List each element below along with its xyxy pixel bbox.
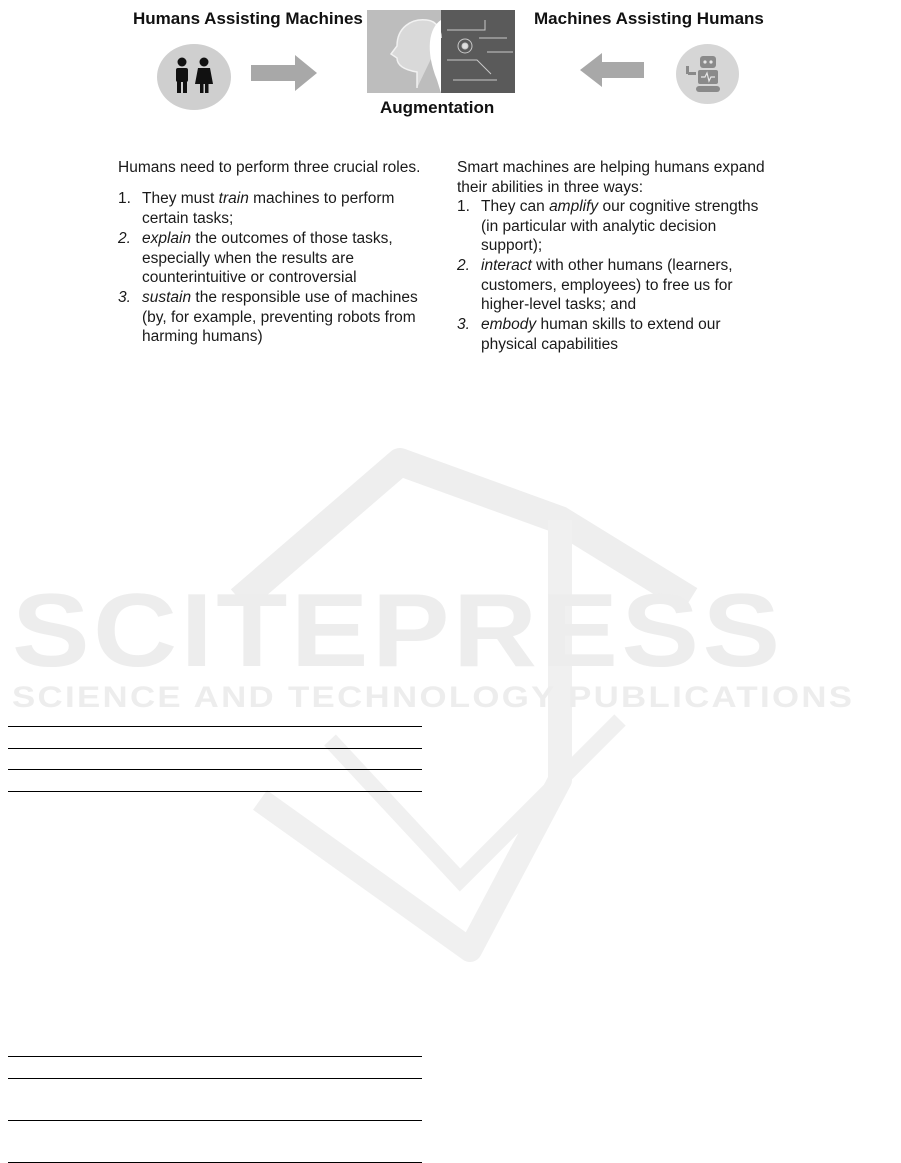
list-item-text — [481, 197, 781, 256]
list-item-emphasis: sustain — [142, 289, 192, 306]
table-rule — [8, 726, 422, 727]
watermark-subtitle: SCIENCE AND TECHNOLOGY PUBLICATIONS — [12, 681, 855, 714]
list-item-pre: They must — [142, 190, 219, 207]
right-heading: Machines Assisting Humans — [534, 9, 764, 28]
list-item-number: 1. — [457, 198, 470, 215]
list-item-text — [481, 315, 781, 354]
right-intro: Smart machines are helping humans expand their abilities in three ways: — [457, 159, 765, 196]
people-icon — [157, 44, 231, 110]
list-item-emphasis: interact — [481, 257, 532, 274]
list-item-text — [142, 189, 442, 228]
list-item-pre: They can — [481, 198, 550, 215]
center-label: Augmentation — [380, 98, 495, 117]
list-item-text — [142, 288, 442, 347]
list-item-number: 3. — [457, 316, 470, 333]
left-intro: Humans need to perform three crucial roles. — [118, 159, 421, 176]
robot-circle — [676, 44, 739, 104]
table-rule — [8, 1120, 422, 1121]
list-item-emphasis: explain — [142, 230, 192, 247]
list-item-emphasis: embody — [481, 316, 537, 333]
right-arrow-icon — [251, 55, 317, 91]
list-item-emphasis: amplify — [549, 198, 599, 215]
list-item-number: 1. — [118, 190, 131, 207]
list-item-post: the outcomes of those tasks, especially when the results are counterintuitive or controversial — [142, 230, 393, 286]
table-rule — [8, 1056, 422, 1057]
list-item-post: machines to perform certain tasks; — [142, 190, 395, 227]
list-item-post: with other humans (learners, customers, employees) to free us for higher-level tasks; and — [481, 257, 733, 313]
table-rule — [8, 769, 422, 770]
list-item-text — [142, 229, 442, 288]
ai-head-image — [367, 10, 515, 93]
list-item-post: the responsible use of machines (by, for example, preventing robots from harming humans) — [142, 289, 418, 345]
people-circle — [157, 44, 231, 110]
table-rule — [8, 748, 422, 749]
list-item-number: 2. — [118, 230, 131, 247]
list-item-number: 3. — [118, 289, 131, 306]
table-rule — [8, 1078, 422, 1079]
left-arrow-icon — [580, 53, 644, 87]
watermark-title: SCITEPRESS — [12, 573, 784, 689]
list-item-text — [481, 256, 781, 315]
left-heading: Humans Assisting Machines — [133, 9, 363, 28]
list-item-emphasis: train — [218, 190, 249, 207]
list-item-number: 2. — [457, 257, 470, 274]
list-item-post: human skills to extend our physical capabilities — [481, 316, 721, 353]
table-rule — [8, 791, 422, 792]
list-item-post: our cognitive strengths (in particular with analytic decision support); — [481, 198, 759, 254]
robot-icon — [676, 44, 739, 104]
